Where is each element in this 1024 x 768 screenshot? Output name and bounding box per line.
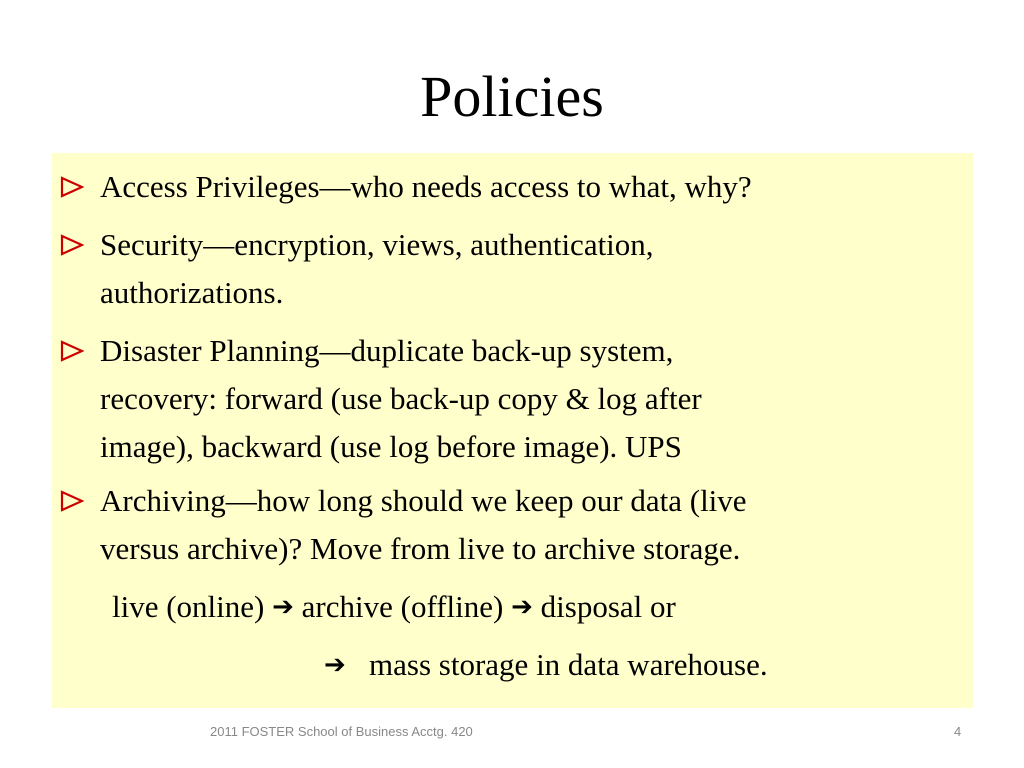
footer-text: 2011 FOSTER School of Business Acctg. 420 (210, 724, 473, 739)
bullet-text (52, 477, 942, 573)
flow-disposal: disposal or (540, 589, 676, 624)
bullet-line: image), backward (use log before image). UPS (100, 429, 682, 464)
bullet-line: Archiving—how long should we keep our data (live (100, 483, 747, 518)
slide-title: Policies (420, 64, 604, 129)
bullet-text (52, 221, 942, 317)
arrow-right-icon: ➔ (324, 650, 346, 680)
triangle-bullet-icon (60, 340, 84, 362)
triangle-bullet-icon (60, 234, 84, 256)
bullet-line: authorizations. (100, 275, 284, 310)
bullet-item (52, 163, 942, 211)
content-box (52, 153, 973, 708)
flow-mass-storage: mass storage in data warehouse. (369, 647, 768, 682)
bullet-text (52, 327, 942, 471)
triangle-bullet-icon (60, 176, 84, 198)
bullet-item (52, 221, 942, 317)
page-number: 4 (954, 724, 962, 739)
bullet-item (52, 327, 942, 471)
bullet-text (52, 163, 942, 211)
bullet-item (52, 477, 942, 573)
arrow-right-icon: ➔ (272, 592, 294, 622)
archive-flow-line-2 (324, 641, 768, 689)
flow-live: live (online) (112, 589, 265, 624)
bullet-line: versus archive)? Move from live to archive storage. (100, 531, 741, 566)
bullet-line: Disaster Planning—duplicate back-up system, (100, 333, 674, 368)
arrow-right-icon: ➔ (511, 592, 533, 622)
archive-flow-line (112, 583, 676, 631)
bullet-line: Security—encryption, views, authentication, (100, 227, 654, 262)
bullet-line: recovery: forward (use back-up copy & log after (100, 381, 702, 416)
flow-archive: archive (offline) (301, 589, 504, 624)
triangle-bullet-icon (60, 490, 84, 512)
bullet-line: Access Privileges—who needs access to what, why? (100, 169, 752, 204)
